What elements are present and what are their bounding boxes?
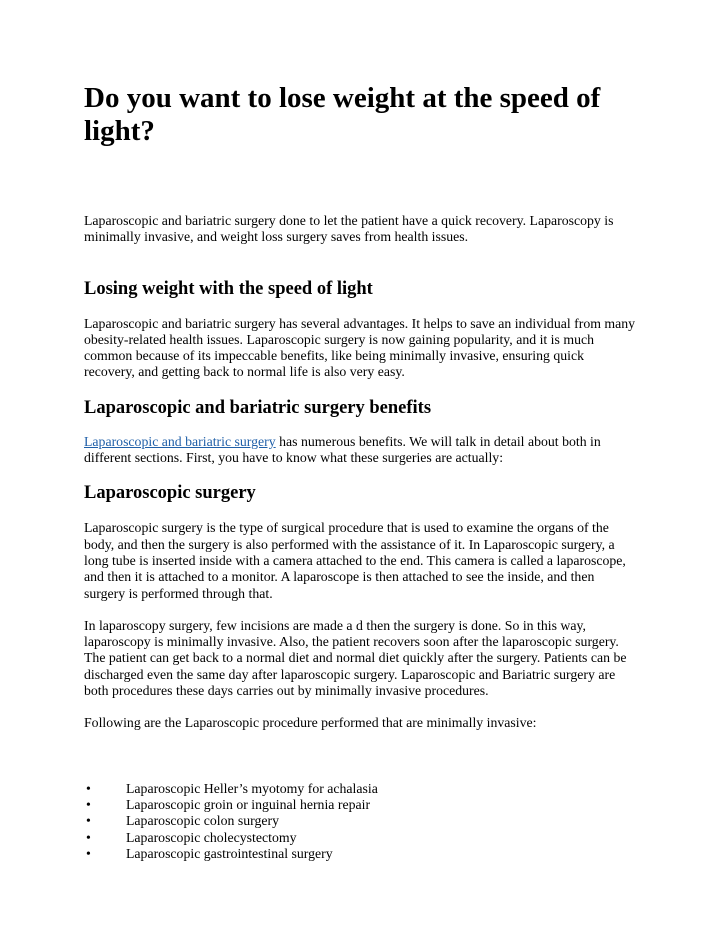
procedure-list xyxy=(84,781,636,862)
intro-paragraph: Laparoscopic and bariatric surgery done to let the patient have a quick recovery. Laparoscopy is minimally invasive, and weight loss surgery saves from health issues. xyxy=(84,213,614,245)
procedures-intro: Following are the Laparoscopic procedure performed that are minimally invasive: xyxy=(84,715,537,731)
list-item: • Laparoscopic Heller’s myotomy for achalasia xyxy=(86,780,378,796)
benefits-text: has numerous benefits. We will talk in detail about both in different sections. First, you have to know what these surgeries are actually: xyxy=(84,433,601,466)
bullet-icon: • xyxy=(86,845,91,861)
document-content xyxy=(84,82,636,862)
laparoscopic-paragraph-2: In laparoscopy surgery, few incisions are made a d then the surgery is done. So in this way, laparoscopy is minimally invasive. Also, the patient recovers soon after the laparoscopic surgery. The patient can get back to a normal diet and normal diet quickly after the surgery. Patients can be discharged even the same day after laparoscopic surgery. Laparoscopic and Bariatric surgery are both procedures these days carries out by minimally invasive procedures. xyxy=(84,617,627,699)
bullet-icon: • xyxy=(86,829,91,845)
surgery-link[interactable]: Laparoscopic and bariatric surgery xyxy=(84,433,276,449)
laparoscopic-paragraph-1: Laparoscopic surgery is the type of surgical procedure that is used to examine the organs of the body, and then the surgery is also performed with the assistance of it. In Laparoscopic surgery, a long tube is inserted inside with a camera attached to the end. This camera is called a laparoscope, and then it is attached to a monitor. A laparoscope is then attached to see the inside, and then surgery is performed through that. xyxy=(84,520,626,601)
section-paragraph-benefits xyxy=(84,434,636,467)
section-heading-losing-weight: Losing weight with the speed of light xyxy=(84,278,373,299)
section-paragraph-losing-weight: Laparoscopic and bariatric surgery has several advantages. It helps to save an individual from many obesity-related health issues. Laparoscopic surgery is now gaining popularity, and it is much common because of its impeccable benefits, like being minimally invasive, ensuring quick recovery, and getting back to normal life is also very easy. xyxy=(84,315,636,380)
list-item: • Laparoscopic cholecystectomy xyxy=(86,829,297,845)
page-title: Do you want to lose weight at the speed of light? xyxy=(84,82,601,147)
bullet-icon: • xyxy=(86,796,91,812)
list-item: • Laparoscopic colon surgery xyxy=(86,813,279,829)
section-heading-benefits: Laparoscopic and bariatric surgery benefits xyxy=(84,397,432,418)
list-item: • Laparoscopic groin or inguinal hernia repair xyxy=(86,796,371,812)
section-heading-laparoscopic: Laparoscopic surgery xyxy=(84,483,256,504)
bullet-icon: • xyxy=(86,813,91,829)
bullet-icon: • xyxy=(86,780,91,796)
list-item: • Laparoscopic gastrointestinal surgery xyxy=(86,845,333,861)
